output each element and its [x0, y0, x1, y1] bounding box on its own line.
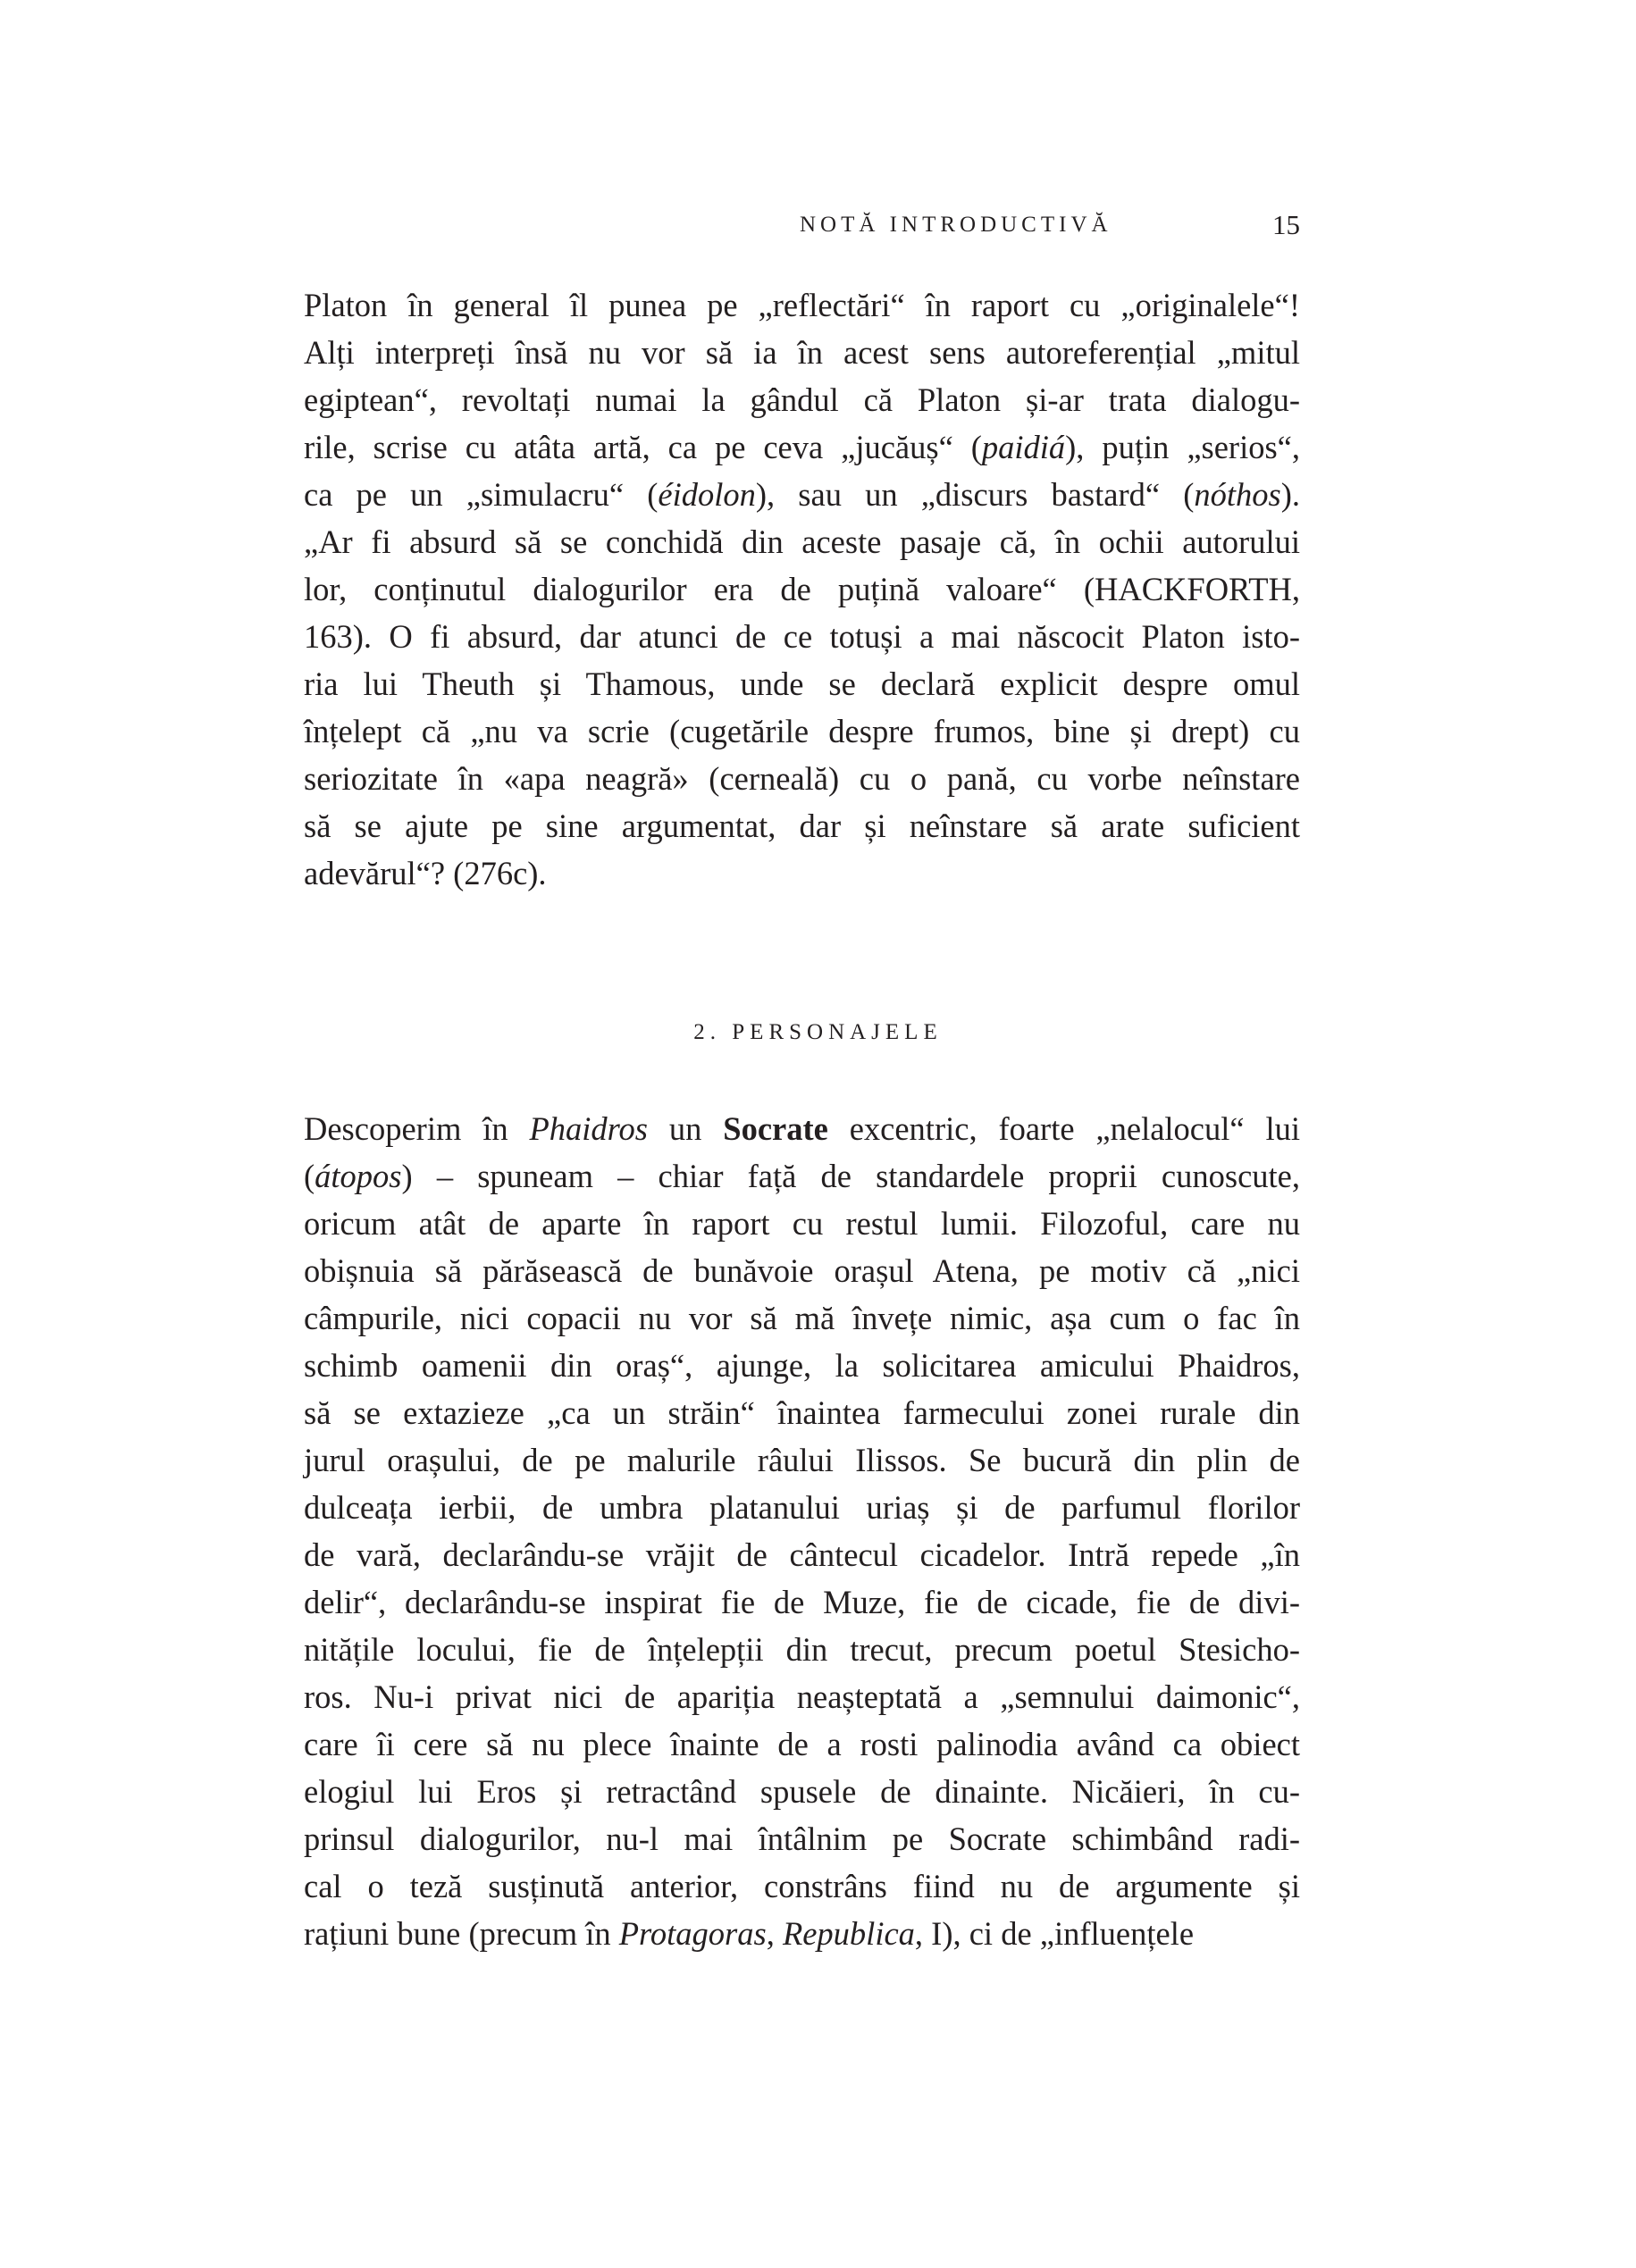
text-line	[304, 1436, 1300, 1484]
text-run: excentric, foarte „nelalocul“ lui	[827, 1110, 1301, 1147]
italic-term: átopos	[315, 1158, 402, 1194]
text-run: care îi cere să nu plece înainte de a rosti palinodia având ca obiect	[304, 1726, 1300, 1762]
text-run: nitățile locului, fie de înțelepții din trecut, precum poetul Stesicho-	[304, 1631, 1300, 1668]
text-run: ).	[1280, 476, 1300, 513]
text-line	[304, 1768, 1300, 1815]
text-line	[304, 281, 1300, 329]
text-line	[304, 1862, 1300, 1910]
text-line	[304, 376, 1300, 423]
running-head	[800, 207, 1300, 243]
bold-term: Socrate	[723, 1110, 828, 1147]
italic-term: Phaidros	[529, 1110, 648, 1147]
text-run: seriozitate în «apa neagră» (cerneală) cu o pană, cu vorbe neînstare	[304, 760, 1300, 797]
text-run: elogiul lui Eros și retractând spusele de dinainte. Nicăieri, în cu-	[304, 1773, 1300, 1810]
paragraph-theuth-myth	[304, 281, 1300, 897]
text-line	[304, 1626, 1300, 1673]
italic-term: paidiá	[981, 429, 1066, 465]
page-number: 15	[1272, 209, 1300, 240]
text-run: jurul orașului, de pe malurile râului Ilissos. Se bucură din plin de	[304, 1442, 1300, 1478]
text-run: Platon în general îl punea pe „reflectări“ în raport cu „originalele“!	[304, 287, 1300, 323]
text-run: obișnuia să părăsească de bunăvoie orașul Atena, pe motiv că „nici	[304, 1252, 1300, 1289]
text-run: (	[304, 1158, 315, 1194]
text-line	[304, 518, 1300, 565]
text-run: un	[648, 1110, 724, 1147]
text-line	[304, 1200, 1300, 1247]
text-run: dulceața ierbii, de umbra platanului uriaș și de parfumul florilor	[304, 1489, 1300, 1526]
text-line	[304, 1105, 1300, 1152]
text-run: înțelept că „nu va scrie (cugetările despre frumos, bine și drept) cu	[304, 713, 1300, 749]
text-run: prinsul dialogurilor, nu-l mai întâlnim pe Socrate schimbând radi-	[304, 1820, 1300, 1857]
text-line	[304, 707, 1300, 755]
text-line	[304, 1152, 1300, 1200]
text-run: rațiuni bune (precum în	[304, 1915, 619, 1952]
running-title: NOTĂ INTRODUCTIVĂ	[800, 213, 1112, 237]
text-line	[304, 1531, 1300, 1578]
text-line	[304, 565, 1300, 613]
text-run: ), sau un „discurs bastard“ (	[755, 476, 1195, 513]
paragraph-personaje	[304, 1105, 1300, 1957]
text-run: oricum atât de aparte în raport cu restul lumii. Filozoful, care nu	[304, 1205, 1300, 1242]
text-run: Descoperim în	[304, 1110, 530, 1147]
text-line	[304, 1484, 1300, 1531]
text-run: să se extazieze „ca un străin“ înaintea farmecului zonei rurale din	[304, 1394, 1300, 1431]
text-line	[304, 1720, 1300, 1768]
text-run: 163). O fi absurd, dar atunci de ce totuși a mai născocit Platon isto-	[304, 618, 1300, 655]
text-line	[304, 1294, 1300, 1342]
text-line	[304, 755, 1300, 802]
text-line	[304, 1342, 1300, 1389]
text-line	[304, 1247, 1300, 1294]
text-line	[304, 329, 1300, 376]
text-run: cal o teză susținută anterior, constrâns fiind nu de argumente și	[304, 1868, 1300, 1904]
text-line	[304, 1910, 1300, 1957]
text-run: schimb oamenii din oraș“, ajunge, la solicitarea amicului Phaidros,	[304, 1347, 1300, 1384]
text-run: „Ar fi absurd să se conchidă din aceste pasaje că, în ochii autorului	[304, 523, 1300, 560]
italic-term: nóthos	[1194, 476, 1281, 513]
text-run: rile, scrise cu atâta artă, ca pe ceva „jucăuș“ (	[304, 429, 982, 465]
text-run: adevărul“? (276c).	[304, 855, 547, 891]
text-run: ca pe un „simulacru“ (	[304, 476, 659, 513]
text-run: câmpurile, nici copacii nu vor să mă învețe nimic, așa cum o fac în	[304, 1300, 1300, 1336]
text-line	[304, 613, 1300, 660]
text-run: de vară, declarându-se vrăjit de cântecul cicadelor. Intră repede „în	[304, 1536, 1300, 1573]
text-line	[304, 423, 1300, 471]
text-run: delir“, declarându-se inspirat fie de Muze, fie de cicade, fie de divi-	[304, 1584, 1300, 1620]
text-run: ria lui Theuth și Thamous, unde se declară explicit despre omul	[304, 665, 1300, 702]
text-line	[304, 1815, 1300, 1862]
text-run: , I), ci de „influențele	[914, 1915, 1195, 1952]
text-run: ros. Nu-i privat nici de apariția neașteptată a „semnului daimonic“,	[304, 1678, 1300, 1715]
italic-term: Protagoras	[618, 1915, 767, 1952]
text-run: ), puțin „serios“,	[1065, 429, 1300, 465]
italic-term: éidolon	[658, 476, 756, 513]
text-run: ) – spuneam – chiar față de standardele proprii cunoscute,	[401, 1158, 1300, 1194]
text-line	[304, 802, 1300, 849]
italic-term: Republica	[782, 1915, 915, 1952]
text-run: să se ajute pe sine argumentat, dar și neînstare să arate suficient	[304, 808, 1300, 844]
text-line	[304, 1673, 1300, 1720]
text-run: ,	[766, 1915, 783, 1952]
text-run: egiptean“, revoltați numai la gândul că Platon și-ar trata dialogu-	[304, 381, 1300, 418]
text-run: Alți interpreți însă nu vor să ia în acest sens autoreferențial „mitul	[304, 334, 1300, 371]
section-heading: 2. PERSONAJELE	[693, 1020, 943, 1044]
text-line	[304, 471, 1300, 518]
text-line	[304, 849, 1300, 897]
text-line	[304, 660, 1300, 707]
text-line	[304, 1389, 1300, 1436]
text-run: lor, conținutul dialogurilor era de puțină valoare“ (HACKFORTH,	[304, 571, 1300, 607]
text-line	[304, 1578, 1300, 1626]
